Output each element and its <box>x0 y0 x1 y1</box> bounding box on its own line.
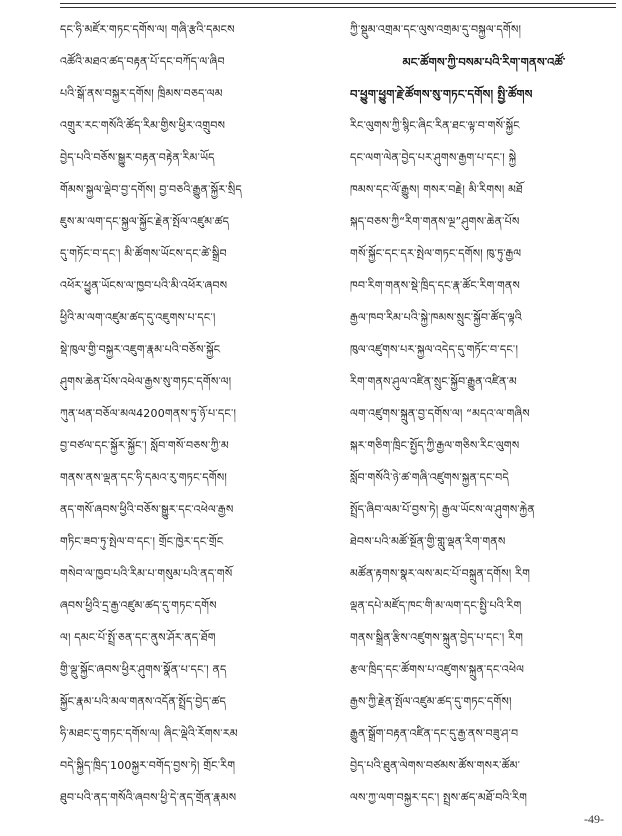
text-line: དང་ལག་ལེན་བྱེད་པར་ཤུགས་རྒྱག་པ་དང་། སྐྱེ <box>350 151 517 164</box>
text-line: རྒྱས་ཀྱི་རྗེན་སྤོལ་འཛུམ་ཚད་དུ་གཏང་དགོས། <box>350 695 512 708</box>
text-line: ཇུས་མ་ལག་དང་སྐྱལ་སྐྱོང་རྗེན་སྤོལ་འཛུམ་ཚད <box>60 215 230 228</box>
text-line: བྱེད་པའི་བཅོས་སྒྱུར་བརྟན་བརྟེན་རིམ་ཡོད <box>60 151 215 164</box>
text-line: ལག་འཛུགས་སྐྲུན་བྱ་དགོས་ལ། “མདའ་ལ་གཞིས <box>350 407 530 420</box>
text-line: ཧི་མཐང་དུ་གཏང་དགོས་ལ། ཞིང་ལྡེའི་རོགས་རམ <box>60 727 238 740</box>
page-number: -49- <box>584 812 604 826</box>
text-line: ཞབས་ཕྱིའི་དྲ་རྒྱ་འཛུམ་ཚད་དུ་གཏང་དགོས <box>60 599 217 612</box>
text-line: ཀུན་ཕན་བཅོལ་མལ4200གནས་ཏུ་ཉོ་པ་དང་། <box>60 407 237 420</box>
left-column <box>60 14 328 814</box>
text-line: བྱེད་པའི་ཐུན་ལེགས་བཙམས་ཚོས་གསར་ཚོམ་ <box>350 759 521 772</box>
text-line: སྐྱོང་རྣམ་པའི་མལ་གནས་འདོན་སྤྲོད་བྱེད་ཚད <box>60 695 227 708</box>
text-line: བདེ་སྐྱིད་ཁྲིད་100སྐྱར་བགོད་བྱས་ཏེ། གྲོང་རིག <box>60 759 236 772</box>
text-line: གཏིང་ཟབ་ཏུ་སྤེལ་བ་དང་། གྲོང་ཁྱེར་དང་གྲོང <box>60 535 224 548</box>
text-line: ནད་གསོ་ཞབས་ཕྱིའི་བཅོས་སྒྱུར་དང་འཕེལ་རྒྱས <box>60 503 234 516</box>
text-line: གསོ་སྐྱོང་དང་དར་སྤེལ་གཏང་དགོས། ཁུ་ཏུ་རྒྱལ <box>350 247 522 260</box>
section-heading-continued: བ་ཕྱུག་ཕྱུག་རྗེ་ཚོགས་སུ་གཏང་དགོས། སྤྱི་ཚོགས <box>350 87 533 101</box>
text-line: མཚོན་རྟགས་སྣར་ལས་མང་པོ་བསྐྲུན་དགོས། རིག <box>350 567 531 580</box>
text-line: ཁམས་དང་ལོ་རྒྱུས། གསར་བརྗེ། མི་རིགས། མཐོ <box>350 183 523 196</box>
text-line: ཁབ་རིག་གནས་སྡེ་ཁྲིད་དང་རྣ་ཚོང་རིག་གནས <box>350 279 521 292</box>
text-line: གོམས་སྐྱལ་ལྡེབ་བྱ་དགོས། བྱ་བཅའི་རྒྱུན་སྐྱོར་སྲིད <box>60 183 242 196</box>
text-line: སྡེ་ཁུལ་གྱི་བསྐྱར་འཇུག་རྣམ་པའི་བཅོས་སྐྱོང <box>60 343 221 356</box>
text-line: འཚོའི་མཐའ་ཚད་བརྟན་པོ་དང་བཀོད་ལ་ཞིབ <box>60 55 225 68</box>
text-line: གསེབ་ལ་ཁྱབ་པའི་རིམ་པ་གསུམ་པའི་ནད་གསོ <box>60 567 233 580</box>
right-column <box>350 14 618 814</box>
text-line: ཕྱིའི་མ་ལག་འཛུམ་ཚད་དུ་འཇུགས་པ་དང་། <box>60 311 216 324</box>
text-line: འགྲུར་རང་གསོའི་ཚོད་རིམ་གྱིས་ཕྱིར་འགྲུབས <box>60 119 226 132</box>
text-line: གྱི་ལྡུ་སྐྱོང་ཞབས་ཕྱིར་ཤུགས་སྣོན་པ་དང་། ནད <box>60 663 227 676</box>
header-rule-bottom <box>60 7 616 8</box>
text-line: རྩལ་ཁྲིད་དང་ཚོགས་པ་འཛུགས་སྐྲུན་དང་འཕེལ <box>350 663 525 676</box>
text-line: ཐེབས་པའི་མཚོ་སྔོན་གྱི་གླུ་ལྡན་རིག་གནས <box>350 535 506 548</box>
text-line: གནས་ནས་ལྡན་དང་ཧི་དམའ་རུ་གཏང་དགོས། <box>60 471 227 484</box>
text-line: སྐད་བཅས་ཀྱི“རིག་གནས་ལྔ”ཤུགས་ཆེན་པོས <box>350 215 520 228</box>
section-heading: མང་ཚོགས་ཀྱི་བསམ་པའི་རིག་གནས་འཚོ་ <box>402 55 566 69</box>
text-line: ལས་ཀྱ་ལག་བསྐྱར་དང་། སྤྲས་ཚད་མཐོ་བའི་རིག <box>350 791 528 804</box>
text-line: ཀྱི་སྡུམ་འགྲམ་དང་ལུས་འགྲམ་དུ་བསྐྱལ་དགོས། <box>350 23 522 36</box>
text-line: བྱ་བཙལ་དང་སྐྱོར་སྐྱོང་། སློབ་གསོ་བཅས་ཀྱི་མ <box>60 439 229 452</box>
text-line: སྐར་གཅིག་ཁྲིང་སྤྱོད་ཀྱི་རྒྱལ་གཅིས་རིང་ལུགས <box>350 439 520 452</box>
text-line: རིག་གནས་ཤུལ་འཛིན་སྲུང་སྐྱོབ་རྒྱུན་འཛིན་མ <box>350 375 517 388</box>
header-rule-top <box>60 3 616 4</box>
text-line: རིང་ལུགས་ཀྱི་སྙིང་ཞིང་རིན་ཐང་ལྟ་བ་གསོ་སྐྱོང <box>350 119 520 132</box>
text-line: ལྡན་དཔེ་མཛོད་ཁང་གི་མ་ལག་དང་སྤྱི་པའི་རིག <box>350 599 522 612</box>
text-line: ཤུགས་ཆེན་པོས་འཕེལ་རྒྱས་སུ་གཏང་དགོས་ལ། <box>60 375 232 388</box>
text-line: ལ། དམང་པོ་སྤྲོ་ཅན་དང་ནུས་ཤོར་ནད་ཐོག <box>60 631 216 644</box>
text-line: ཁུལ་འཛུགས་པར་སྐྱལ་འདེད་དུ་གཏོང་བ་དང་། <box>350 343 519 356</box>
text-line: རྒྱུན་སྒྲོག་བརྟན་འཛིན་དང་དུ་རྒྱ་ནས་བཟུ་ཤ་བ <box>350 727 519 740</box>
text-line: འཕོར་ཕྱུན་ཡོངས་ལ་ཁྱབ་པའི་མི་འཕོར་ཞབས <box>60 279 228 292</box>
text-line: སྤྲོད་ཞིབ་ལམ་པོ་བྱས་ཏེ། རྒྱལ་ཡོངས་ལ་ཤུགས་རྐྱེན <box>350 503 535 516</box>
text-line: དུ་གཏོང་བ་དང་། མི་ཚོགས་ཡོངས་དང་ཚེ་སྒྲིབ <box>60 247 227 260</box>
text-line: ཐུབ་པའི་ནད་གསོའི་ཞབས་ཕྱི་དེ་ནད་གྲོན་རྣམས <box>60 791 237 804</box>
text-line: གནས་སྒྲིན་རྩིས་འཛུགས་སྐྲུན་བྱེད་པ་དང་། རིག <box>350 631 524 644</box>
text-line: དང་ཧི་མཛོར་གཏང་དགོས་ལ། གཞི་རྩའི་དམངས <box>60 23 235 36</box>
text-line: རྒྱལ་ཁབ་རིམ་པའི་སྐྱེ་ཁམས་སྲུང་སྐྱོབ་ཚོད་ལྟའི <box>350 311 523 324</box>
text-line: སློབ་གསོའི་ཉེ་ཚ་གཞི་འཛུགས་སྐྱན་དང་བདེ <box>350 471 509 484</box>
text-line: པའི་སྒོ་ནས་བསྐྱར་དགོས། ཁྲིམས་བཅད་ལམ <box>60 87 223 100</box>
